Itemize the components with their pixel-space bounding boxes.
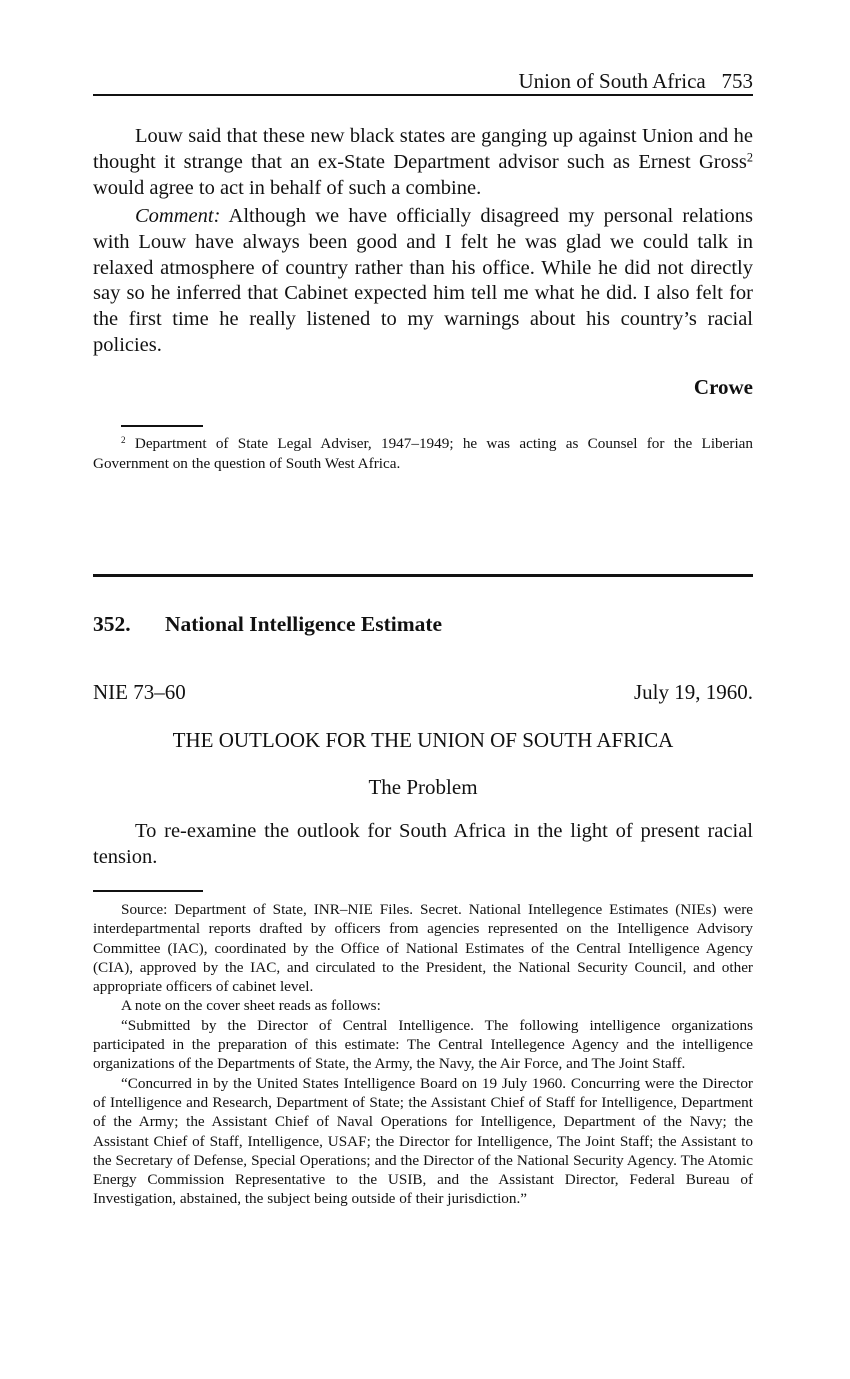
footnote-text: Department of State Legal Adviser, 1947–1949; he was acting as Counsel for the Liberian Government on the question of South West Africa. <box>93 435 753 472</box>
paragraph-louw-text-end: would agree to act in behalf of such a combine. <box>93 176 482 199</box>
footnote-rule <box>121 425 203 427</box>
header-rule <box>93 94 753 96</box>
signature: Crowe <box>693 375 753 399</box>
cover-sheet-quote-submitted: “Submitted by the Director of Central Intelligence. The following intelligence organizations participated in the preparation of this estimate: The Central Intellegence Agency and the intelligence organizations of the Departments of State, the Army, the Navy, the Air Force, and The Joint Staff. <box>93 1016 753 1073</box>
paragraph-louw-text: Louw said that these new black states are ganging up against Union and he thought it strange that an ex-State Department advisor such as Ernest Gross <box>93 125 753 173</box>
section-subtitle: The Problem <box>368 775 478 799</box>
document-meta <box>93 680 753 705</box>
document-title: THE OUTLOOK FOR THE UNION OF SOUTH AFRICA <box>172 728 674 752</box>
document-date: July 19, 1960. <box>633 680 753 704</box>
page-number: 753 <box>721 69 753 93</box>
source-notes <box>93 900 753 1209</box>
section-divider <box>93 574 753 577</box>
document-number: 352. <box>93 612 131 636</box>
comment-text: Although we have officially disagreed my personal relations with Louw have always been good and I felt he was glad we could talk in relaxed atmosphere of country rather than his office. While he did not directly say so he inferred that Cabinet expected him tell me what he did. I also felt for the first time he really listened to my warnings about his country’s racial policies. <box>93 205 753 356</box>
footnote-2 <box>93 434 753 473</box>
document-heading <box>93 612 753 637</box>
document-heading-title: National Intelligence Estimate <box>165 612 443 636</box>
cover-sheet-quote-concurred: “Concurred in by the United States Intelligence Board on 19 July 1960. Concurring were the Director of Intelligence and Research, Department of State; the Assistant Chief of Staff for Intelligence, Department of the Army; the Assistant Chief of Naval Operations for Intelligence, Department of the Navy; the Assistant Chief of Staff, Intelligence, USAF; the Director for Intelligence, The Joint Staff; the Assistant to the Secretary of Defense, Special Operations; and the Director of the National Security Agency. The Atomic Energy Commission Representative to the USIB, and the Assistant Director, Federal Bureau of Investigation, abstained, the subject being outside of their jurisdiction.” <box>93 1074 753 1208</box>
paragraph-louw <box>93 124 753 201</box>
comment-label: Comment: <box>135 205 221 227</box>
running-head <box>93 68 753 94</box>
footnote-reference-2: 2 <box>746 150 753 165</box>
running-head-title: Union of South Africa <box>518 69 706 93</box>
document-id: NIE 73–60 <box>93 680 186 704</box>
paragraph-comment <box>93 204 753 359</box>
footnote-marker: 2 <box>121 434 126 445</box>
cover-sheet-note: A note on the cover sheet reads as follows: <box>121 997 381 1015</box>
problem-paragraph: To re-examine the outlook for South Africa in the light of present racial tension. <box>93 820 753 868</box>
source-note-rule <box>93 890 203 892</box>
source-note: Source: Department of State, INR–NIE Files. Secret. National Intellegence Estimates (NIEs) were interdepartmental reports drafted by officers from agencies represented on the Intelligence Advisory Committee (IAC), coordinated by the Office of National Estimates of the Central Intelligence Agency (CIA), approved by the IAC, and circulated to the President, the National Security Council, and other appropriate officers of cabinet level. <box>93 901 753 996</box>
